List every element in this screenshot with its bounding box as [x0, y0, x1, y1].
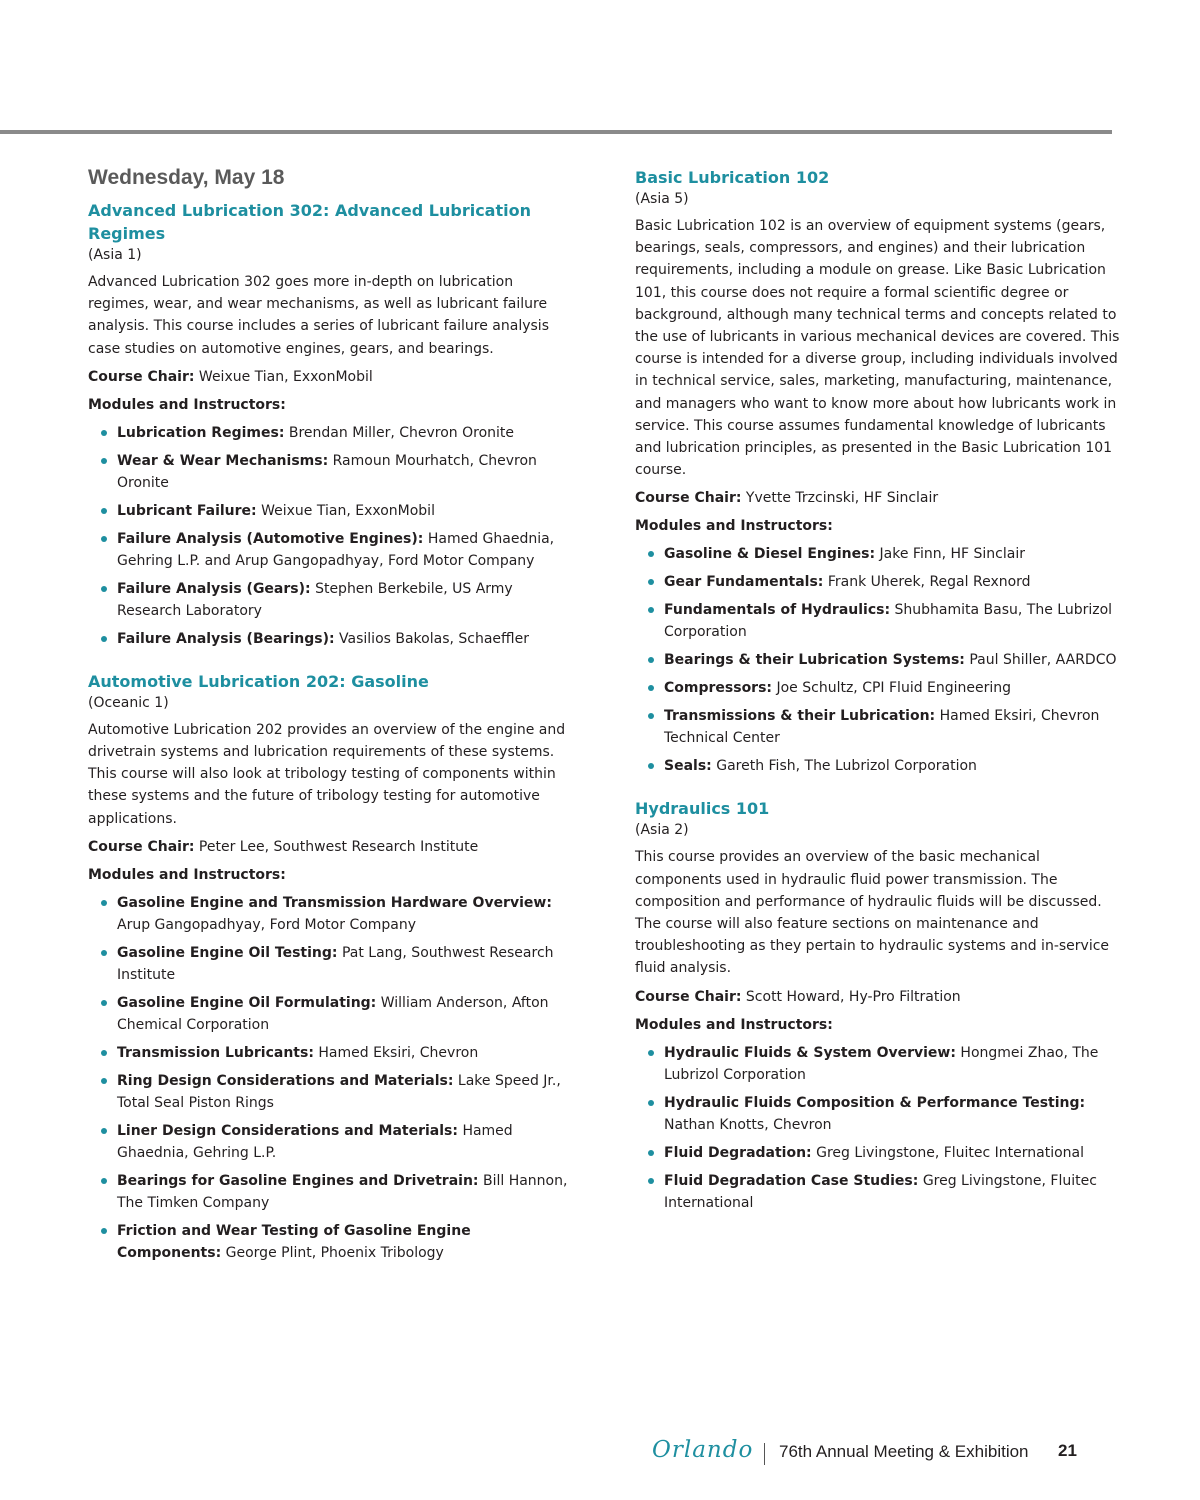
module-name: Hydraulic Fluids & System Overview: — [664, 1044, 956, 1061]
module-name: Failure Analysis (Automotive Engines): — [117, 530, 424, 547]
module-item — [664, 1042, 1120, 1086]
module-item — [664, 705, 1120, 749]
module-item — [117, 1220, 573, 1264]
module-name: Gasoline & Diesel Engines: — [664, 546, 876, 563]
module-instructor: Greg Livingstone, Fluitec International — [816, 1144, 1085, 1161]
module-name: Friction and Wear Testing of Gasoline Engine Components: — [117, 1222, 471, 1261]
module-item — [664, 649, 1120, 671]
module-item — [664, 1170, 1120, 1214]
module-instructor: Greg Livingstone, Fluitec International — [664, 1172, 1097, 1211]
module-instructor: Jake Finn, HF Sinclair — [879, 546, 1025, 563]
course-section — [635, 166, 1120, 777]
left-column — [88, 166, 573, 1284]
course-chair-label: Course Chair: — [635, 490, 742, 507]
module-name: Liner Design Considerations and Materials: — [117, 1122, 458, 1139]
orlando-logo: Orlando — [652, 1437, 754, 1463]
module-instructor: Weixue Tian, ExxonMobil — [261, 502, 435, 519]
module-item — [664, 1142, 1120, 1164]
course-section — [88, 199, 573, 650]
course-chair-name: Yvette Trzcinski, HF Sinclair — [745, 490, 939, 507]
modules-heading: Modules and Instructors: — [88, 866, 286, 883]
module-instructor: Gareth Fish, The Lubrizol Corporation — [716, 758, 977, 775]
module-item — [117, 942, 573, 986]
module-instructor: Ramoun Mourhatch, Chevron Oronite — [117, 452, 537, 491]
module-name: Ring Design Considerations and Materials: — [117, 1072, 454, 1089]
module-item — [117, 1120, 573, 1164]
modules-list — [635, 543, 1120, 777]
module-instructor: Nathan Knotts, Chevron — [664, 1116, 832, 1133]
module-name: Fluid Degradation Case Studies: — [664, 1172, 919, 1189]
module-instructor: William Anderson, Afton Chemical Corporation — [117, 994, 549, 1033]
course-chair — [635, 487, 1120, 509]
modules-heading: Modules and Instructors: — [88, 396, 286, 413]
module-name: Hydraulic Fluids Composition & Performance Testing: — [664, 1094, 1086, 1111]
module-name: Bearings & their Lubrication Systems: — [664, 652, 965, 669]
module-name: Lubrication Regimes: — [117, 424, 285, 441]
course-title: Basic Lubrication 102 — [635, 168, 830, 187]
module-name: Gasoline Engine Oil Formulating: — [117, 994, 377, 1011]
course-room: (Asia 2) — [635, 822, 689, 839]
module-name: Gasoline Engine and Transmission Hardware Overview: — [117, 894, 552, 911]
course-room: (Asia 5) — [635, 191, 689, 207]
module-item — [117, 992, 573, 1036]
module-name: Compressors: — [664, 680, 773, 697]
module-name: Seals: — [664, 758, 712, 775]
module-item — [664, 755, 1120, 777]
module-name: Gasoline Engine Oil Testing: — [117, 944, 338, 961]
right-column — [635, 166, 1120, 1234]
module-item — [117, 450, 573, 494]
modules-list — [88, 422, 573, 650]
module-item — [117, 528, 573, 572]
top-rule — [0, 130, 1112, 134]
course-chair — [88, 836, 573, 858]
course-chair-label: Course Chair: — [635, 988, 742, 1005]
course-section — [635, 797, 1120, 1213]
module-item — [664, 677, 1120, 699]
module-item — [117, 628, 573, 650]
course-title: Advanced Lubrication 302: Advanced Lubrication Regimes — [88, 201, 531, 243]
module-instructor: Joe Schultz, CPI Fluid Engineering — [776, 680, 1012, 697]
module-instructor: Arup Gangopadhyay, Ford Motor Company — [117, 916, 417, 933]
course-section — [88, 670, 573, 1264]
module-name: Failure Analysis (Gears): — [117, 580, 311, 597]
module-item — [664, 599, 1120, 643]
course-chair-name: Peter Lee, Southwest Research Institute — [198, 838, 479, 855]
module-item — [664, 543, 1120, 565]
module-item — [117, 1042, 573, 1064]
course-chair-label: Course Chair: — [88, 368, 195, 385]
module-item — [664, 571, 1120, 593]
page-number: 21 — [1058, 1441, 1077, 1460]
module-instructor: Stephen Berkebile, US Army Research Laboratory — [117, 580, 513, 619]
module-item — [117, 578, 573, 622]
footer-divider — [764, 1443, 765, 1465]
module-name: Bearings for Gasoline Engines and Drivetrain: — [117, 1172, 479, 1189]
course-description: Basic Lubrication 102 is an overview of equipment systems (gears, bearings, seals, compressors, and engines) and their lubrication requirements, including a module on grease. Like Basic Lubrication 101, this course does not require a formal scientific degree or background, although many technical terms and concepts related to the use of lubricants in various mechanical devices are covered. This course is intended for a diverse group, including individuals involved in technical service, sales, marketing, manufacturing, maintenance, and managers who want to know more about how lubricants work in service. This course assumes fundamental knowledge of lubricants and lubrication principles, as presented in the Basic Lubrication 101 course. — [635, 218, 1120, 479]
module-name: Fundamentals of Hydraulics: — [664, 602, 891, 619]
course-chair-name: Scott Howard, Hy-Pro Filtration — [745, 988, 961, 1005]
module-item — [664, 1092, 1120, 1136]
modules-heading: Modules and Instructors: — [635, 1016, 833, 1033]
course-room: (Oceanic 1) — [88, 694, 169, 711]
modules-list — [88, 892, 573, 1264]
module-name: Lubricant Failure: — [117, 502, 257, 519]
module-name: Failure Analysis (Bearings): — [117, 630, 335, 647]
modules-heading: Modules and Instructors: — [635, 518, 833, 535]
module-instructor: Hamed Eksiri, Chevron Technical Center — [664, 708, 1100, 747]
module-name: Transmission Lubricants: — [117, 1044, 314, 1061]
course-chair-label: Course Chair: — [88, 838, 195, 855]
module-name: Transmissions & their Lubrication: — [664, 708, 936, 725]
module-instructor: Bill Hannon, The Timken Company — [117, 1172, 568, 1211]
module-item — [117, 892, 573, 936]
course-description: This course provides an overview of the basic mechanical components used in hydraulic fluid power transmission. The composition and performance of hydraulic fluids will be discussed. The course will also feature sections on maintenance and troubleshooting as they pertain to hydraulic systems and in-service fluid analysis. — [635, 849, 1110, 977]
module-instructor: Vasilios Bakolas, Schaeffler — [339, 630, 529, 647]
module-instructor: Shubhamita Basu, The Lubrizol Corporation — [664, 602, 1113, 641]
course-chair — [88, 366, 573, 388]
module-instructor: Hamed Ghaednia, Gehring L.P. and Arup Gangopadhyay, Ford Motor Company — [117, 530, 555, 569]
course-description: Advanced Lubrication 302 goes more in-depth on lubrication regimes, wear, and wear mechanisms, as well as lubricant failure analysis. This course includes a series of lubricant failure analysis case studies on automotive engines, gears, and bearings. — [88, 274, 549, 357]
module-instructor: Pat Lang, Southwest Research Institute — [117, 944, 554, 983]
module-item — [117, 422, 573, 444]
day-heading: Wednesday, May 18 — [88, 166, 285, 189]
course-chair — [635, 986, 1120, 1008]
module-name: Fluid Degradation: — [664, 1144, 812, 1161]
module-instructor: George Plint, Phoenix Tribology — [225, 1244, 444, 1261]
modules-list — [635, 1042, 1120, 1214]
module-item — [117, 500, 573, 522]
module-instructor: Lake Speed Jr., Total Seal Piston Rings — [117, 1072, 561, 1111]
module-instructor: Hongmei Zhao, The Lubrizol Corporation — [664, 1044, 1099, 1083]
module-instructor: Brendan Miller, Chevron Oronite — [288, 424, 515, 441]
module-instructor: Hamed Ghaednia, Gehring L.P. — [117, 1122, 513, 1161]
event-name: 76th Annual Meeting & Exhibition — [779, 1442, 1029, 1461]
page-footer — [650, 1437, 1090, 1469]
module-item — [117, 1070, 573, 1114]
module-instructor: Frank Uherek, Regal Rexnord — [827, 574, 1031, 591]
module-name: Wear & Wear Mechanisms: — [117, 452, 329, 469]
module-item — [117, 1170, 573, 1214]
module-name: Gear Fundamentals: — [664, 574, 824, 591]
course-title: Hydraulics 101 — [635, 799, 770, 819]
course-chair-name: Weixue Tian, ExxonMobil — [198, 368, 373, 385]
course-room: (Asia 1) — [88, 247, 142, 263]
course-description: Automotive Lubrication 202 provides an overview of the engine and drivetrain systems and lubrication requirements of these systems. This course will also look at tribology testing of components within these systems and the future of tribology testing for automotive applications. — [88, 721, 566, 827]
course-title: Automotive Lubrication 202: Gasoline — [88, 671, 429, 691]
module-instructor: Hamed Eksiri, Chevron — [318, 1044, 479, 1061]
module-instructor: Paul Shiller, AARDCO — [969, 652, 1117, 669]
